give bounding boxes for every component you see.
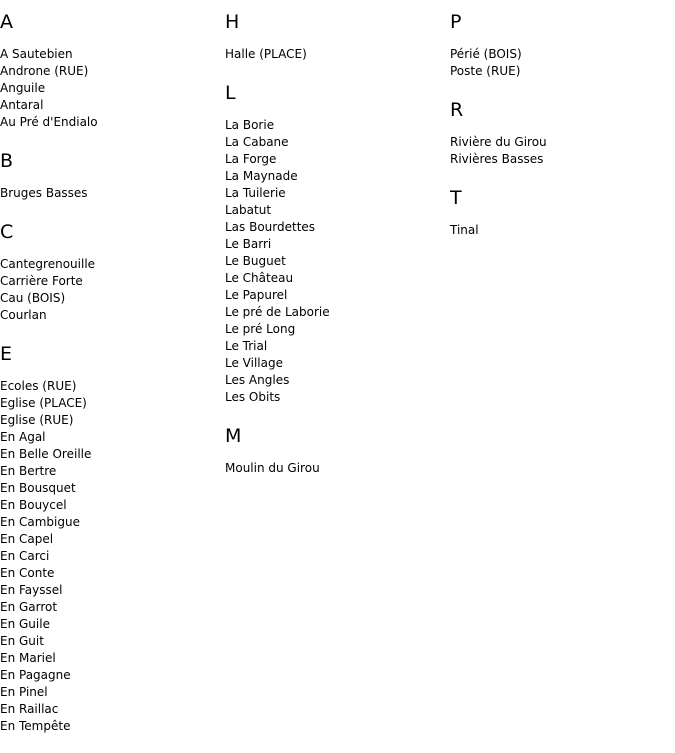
street-link[interactable]: Courlan (0, 308, 47, 322)
street-link[interactable]: Antaral (0, 98, 44, 112)
group-letter: H (225, 11, 240, 33)
index-column-1 (0, 10, 220, 753)
street-link[interactable]: Le Buguet (225, 254, 286, 268)
group-b (0, 149, 220, 202)
group-a (0, 10, 220, 131)
group-e (0, 342, 220, 735)
street-link[interactable]: En Cambigue (0, 515, 80, 529)
street-list (450, 46, 670, 80)
group-letter: T (450, 187, 462, 209)
street-link[interactable]: Le Château (225, 271, 294, 285)
group-letter: B (0, 150, 14, 172)
street-link[interactable]: Tinal (450, 223, 479, 237)
group-m (225, 424, 445, 477)
street-link[interactable]: En Conte (0, 566, 55, 580)
street-link[interactable]: La Cabane (225, 135, 289, 149)
street-link[interactable]: Las Bourdettes (225, 220, 316, 234)
street-link[interactable]: Carrière Forte (0, 274, 83, 288)
street-link[interactable]: En Tempête (0, 719, 71, 733)
street-link[interactable]: En Carci (0, 549, 50, 563)
group-letter: A (0, 11, 13, 33)
street-link[interactable]: La Tuilerie (225, 186, 286, 200)
street-link[interactable]: Le Papurel (225, 288, 288, 302)
street-link[interactable]: En Belle Oreille (0, 447, 92, 461)
street-link[interactable]: Périé (BOIS) (450, 47, 522, 61)
street-link[interactable]: Androne (RUE) (0, 64, 89, 78)
group-r (450, 98, 670, 168)
street-link[interactable]: Eglise (PLACE) (0, 396, 87, 410)
street-link[interactable]: En Garrot (0, 600, 58, 614)
group-p (450, 10, 670, 80)
street-link[interactable]: Moulin du Girou (225, 461, 320, 475)
street-link[interactable]: Le pré Long (225, 322, 296, 336)
street-link[interactable]: En Bertre (0, 464, 57, 478)
street-link[interactable]: En Agal (0, 430, 46, 444)
group-l (225, 81, 445, 406)
street-list (225, 46, 445, 63)
street-list (450, 134, 670, 168)
street-link[interactable]: La Maynade (225, 169, 298, 183)
street-link[interactable]: Halle (PLACE) (225, 47, 307, 61)
street-link[interactable]: Les Angles (225, 373, 290, 387)
street-link[interactable]: En Pinel (0, 685, 48, 699)
group-t (450, 186, 670, 239)
street-link[interactable]: Le Barri (225, 237, 272, 251)
index-column-3 (450, 10, 670, 257)
street-link[interactable]: La Borie (225, 118, 275, 132)
street-link[interactable]: Le Trial (225, 339, 268, 353)
group-letter: P (450, 11, 462, 33)
group-h (225, 10, 445, 63)
street-link[interactable]: En Raillac (0, 702, 59, 716)
index-column-2 (225, 10, 445, 495)
group-letter: L (225, 82, 236, 104)
street-link[interactable]: En Pagagne (0, 668, 71, 682)
street-link[interactable]: En Guit (0, 634, 44, 648)
street-link[interactable]: Poste (RUE) (450, 64, 521, 78)
street-list (0, 256, 220, 324)
street-link[interactable]: Le pré de Laborie (225, 305, 330, 319)
street-link[interactable]: En Capel (0, 532, 54, 546)
street-link[interactable]: Cau (BOIS) (0, 291, 66, 305)
group-c (0, 220, 220, 324)
street-list (0, 378, 220, 735)
street-list (225, 460, 445, 477)
street-link[interactable]: En Fayssel (0, 583, 63, 597)
street-link[interactable]: Bruges Basses (0, 186, 88, 200)
street-list (225, 117, 445, 406)
street-link[interactable]: Rivières Basses (450, 152, 544, 166)
street-link[interactable]: Cantegrenouille (0, 257, 96, 271)
street-list (0, 46, 220, 131)
street-link[interactable]: Ecoles (RUE) (0, 379, 77, 393)
group-letter: C (0, 221, 14, 243)
street-link[interactable]: Le Village (225, 356, 283, 370)
street-list (0, 185, 220, 202)
street-link[interactable]: La Forge (225, 152, 277, 166)
street-link[interactable]: Les Obits (225, 390, 281, 404)
group-letter: R (450, 99, 464, 121)
street-link[interactable]: Anguile (0, 81, 46, 95)
street-link[interactable]: Labatut (225, 203, 272, 217)
street-link[interactable]: En Bouycel (0, 498, 67, 512)
group-letter: M (225, 425, 242, 447)
street-link[interactable]: Au Pré d'Endialo (0, 115, 98, 129)
street-link[interactable]: A Sautebien (0, 47, 73, 61)
street-link[interactable]: En Guile (0, 617, 50, 631)
street-link[interactable]: En Bousquet (0, 481, 76, 495)
group-letter: E (0, 343, 13, 365)
street-link[interactable]: Eglise (RUE) (0, 413, 74, 427)
street-link[interactable]: Rivière du Girou (450, 135, 547, 149)
street-list (450, 222, 670, 239)
street-link[interactable]: En Mariel (0, 651, 56, 665)
